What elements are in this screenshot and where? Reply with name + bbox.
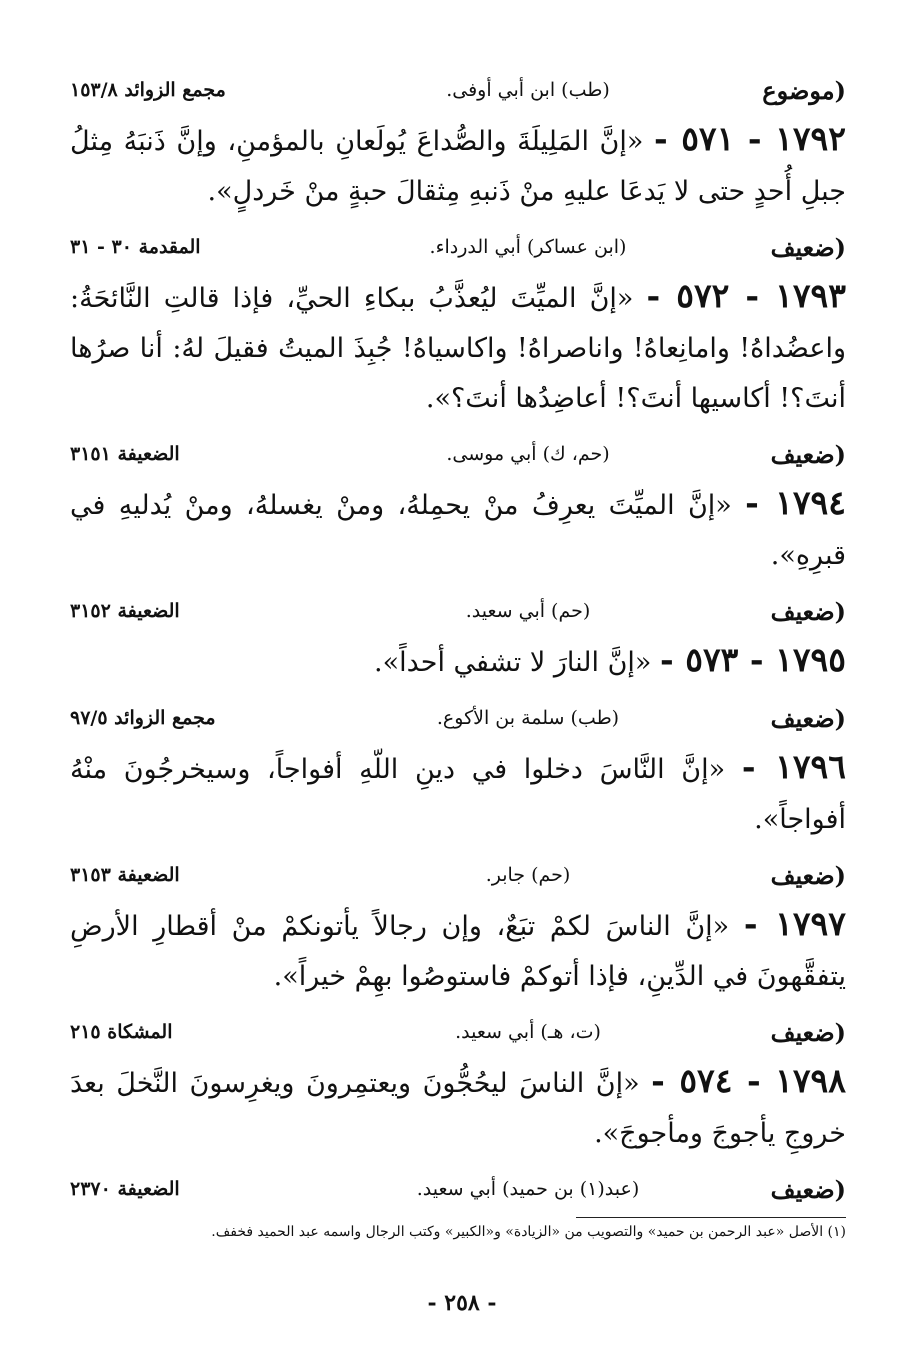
reference-label: الضعيفة ٣١٥٢ (70, 600, 180, 622)
hadith-text: «إنَّ الناسَ لكمْ تبَعٌ، وإن رجالاً يأتونكمْ منْ أقطارِ الأرضِ يتفقَّهونَ في الدِّينِ، فإذا أتوكمْ فاستوصُوا بهِمْ خيراً». (70, 911, 846, 992)
source-label: (حم، ك) أبي موسى. (446, 443, 610, 465)
hadith-1797 (70, 899, 846, 1002)
reference-label: الضعيفة ٣١٥٣ (70, 864, 180, 886)
grade-label: (ضعيف (770, 860, 846, 890)
grade-label: (ضعيف (770, 1174, 846, 1204)
hadith-text: «إنَّ النَّاسَ دخلوا في دينِ اللّهِ أفواجاً، وسيخرجُونَ منْهُ أفواجاً». (70, 754, 846, 835)
source-label: (ابن عساكر) أبي الدرداء. (429, 236, 627, 258)
hadith-text: «إنَّ الميِّتَ يعرِفُ منْ يحمِلهُ، ومنْ يغسلهُ، ومنْ يُدليهِ في قبرِهِ». (70, 490, 846, 571)
hadith-1796 (70, 742, 846, 845)
entry-meta-1797 (70, 1010, 846, 1054)
hadith-number: ١٧٩٢ - ٥٧١ - (654, 119, 846, 158)
page-number: - ٢٥٨ - (427, 1290, 497, 1316)
hadith-number: ١٧٩٦ - (741, 747, 847, 786)
hadith-number: ١٧٩٣ - ٥٧٢ - (646, 276, 846, 315)
hadith-number: ١٧٩٨ - ٥٧٤ - (651, 1061, 846, 1100)
hadith-1792 (70, 114, 846, 217)
hadith-text: «إنَّ النارَ لا تشفي أحداً». (373, 647, 652, 678)
source-label: (حم) أبي سعيد. (465, 600, 591, 622)
footnote: (١) الأصل «عبد الرحمن بن حميد» والتصويب من «الزيادة» و«الكبير» وكتب الرجال واسمه عبد الحميد فخفف. (211, 1224, 846, 1240)
source-label: (عبد(١) بن حميد) أبي سعيد. (416, 1178, 640, 1200)
entry-meta-1795 (70, 696, 846, 740)
entry-meta-1798 (70, 1167, 846, 1211)
hadith-number: ١٧٩٧ - (743, 904, 847, 943)
source-label: (حم) جابر. (485, 864, 571, 886)
grade-label: (ضعيف (770, 1017, 846, 1047)
grade-label: (ضعيف (770, 596, 846, 626)
hadith-1795 (70, 635, 846, 688)
entry-meta-1794 (70, 589, 846, 633)
hadith-text: «إنَّ المَلِيلَةَ والصُّداعَ يُولَعانِ بالمؤمنِ، وإنَّ ذَنبَهُ مِثلُ جبلِ أُحدٍ حتى لا يَدعَا عليهِ منْ ذَنبهِ مِثقالَ حبةٍ منْ خَردلٍ». (70, 126, 846, 207)
hadith-1794 (70, 478, 846, 581)
hadith-1793 (70, 271, 846, 424)
grade-label: (ضعيف (770, 232, 846, 262)
entry-meta-1792 (70, 225, 846, 269)
reference-label: مجمع الزوائد ١٥٣/٨ (70, 79, 226, 101)
entry-meta-1793 (70, 432, 846, 476)
source-label: (طب) ابن أبي أوفى. (446, 79, 610, 101)
hadith-text: «إنَّ الناسَ ليحُجُّونَ ويعتمِرونَ ويغرِسونَ النَّخلَ بعدَ خروجِ يأجوجَ ومأجوجَ». (70, 1068, 846, 1149)
reference-label: المشكاة ٢١٥ (70, 1021, 173, 1043)
reference-label: مجمع الزوائد ٩٧/٥ (70, 707, 216, 729)
entry-meta-1790 (70, 68, 846, 112)
grade-label: (ضعيف (770, 703, 846, 733)
footnote-divider (576, 1217, 846, 1218)
source-label: (طب) سلمة بن الأكوع. (436, 707, 620, 729)
hadith-number: ١٧٩٥ - ٥٧٣ - (660, 640, 846, 679)
reference-label: الضعيفة ٣١٥١ (70, 443, 180, 465)
grade-label: (موضوع (762, 75, 846, 105)
grade-label: (ضعيف (770, 439, 846, 469)
hadith-text: «إنَّ الميِّتَ ليُعذَّبُ ببكاءِ الحيِّ، فإذا قالتِ النَّائحَةُ: واعضُداهُ! وامانِعاهُ! واناصراهُ! واكاسياهُ! جُبِذَ الميتُ فقيلَ لهُ: أنا صرُها أنتَ؟! أكاسيها أنتَ؟! أعاضِدُها أنتَ؟». (70, 283, 846, 414)
entry-meta-1796 (70, 853, 846, 897)
hadith-number: ١٧٩٤ - (745, 483, 847, 522)
hadith-1798 (70, 1056, 846, 1159)
reference-label: الضعيفة ٢٣٧٠ (70, 1178, 180, 1200)
reference-label: المقدمة ٣٠ - ٣١ (70, 236, 201, 258)
source-label: (ت، هـ) أبي سعيد. (455, 1021, 601, 1043)
